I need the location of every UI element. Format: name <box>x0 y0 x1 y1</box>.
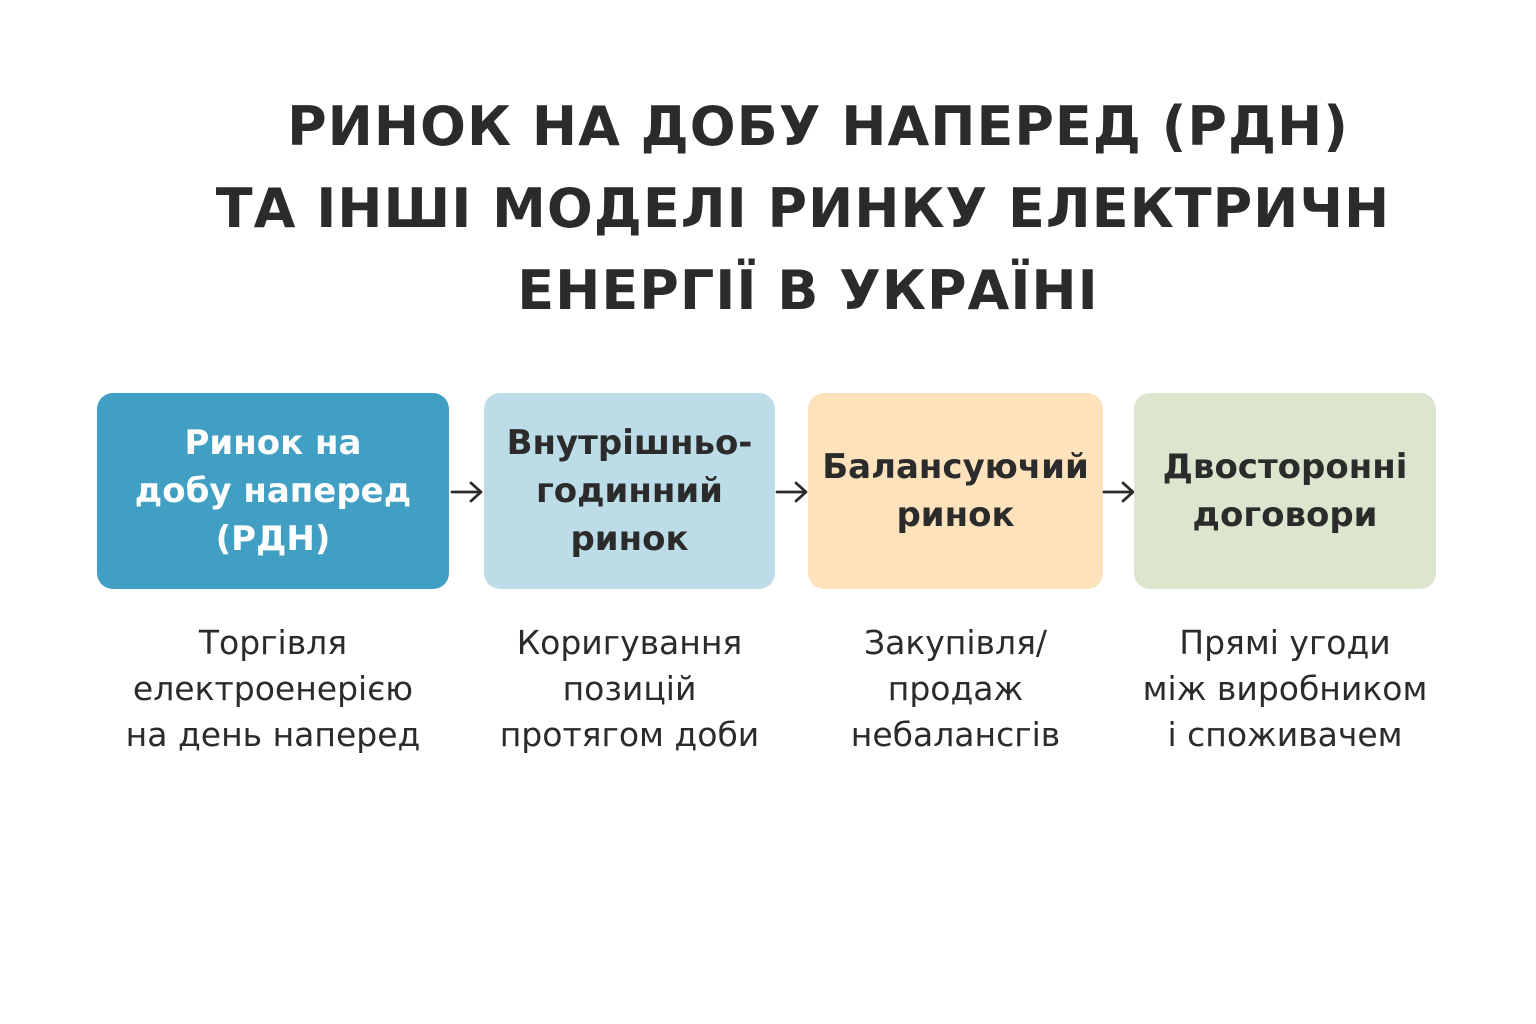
title-line-1: РИНОК НА ДОБУ НАПЕРЕД (РДН) <box>287 95 1349 158</box>
step-label: Двосторонні договори <box>1162 447 1408 535</box>
step-box-intraday-market <box>484 393 775 589</box>
arrow-right-icon <box>774 472 810 512</box>
step-description-balancing: Закупівля/ продаж небалансгів <box>850 623 1061 754</box>
step-box-balancing-market <box>808 393 1103 589</box>
title-line-2: ТА ІНШІ МОДЕЛІ РИНКУ ЕЛЕКТРИЧН <box>215 177 1391 240</box>
step-label: Ринок на добу наперед (РДН) <box>134 423 412 559</box>
step-box-bilateral-contracts <box>1134 393 1436 589</box>
step-box-day-ahead-market <box>97 393 449 589</box>
step-description-intraday: Коригування позицій протягом доби <box>499 623 760 754</box>
step-label: Внутрішньо- годинний ринок <box>506 423 753 559</box>
page-title <box>0 86 1536 332</box>
step-label: Балансуючий ринок <box>822 447 1089 535</box>
arrow-right-icon <box>1101 472 1137 512</box>
step-description-day-ahead: Торгівля електроенерією на день наперед <box>125 623 421 754</box>
arrow-right-icon <box>449 472 485 512</box>
title-line-3: ЕНЕРГІЇ В УКРАЇНІ <box>517 259 1099 322</box>
step-description-bilateral: Прямі угоди між виробником і споживачем <box>1142 623 1428 754</box>
